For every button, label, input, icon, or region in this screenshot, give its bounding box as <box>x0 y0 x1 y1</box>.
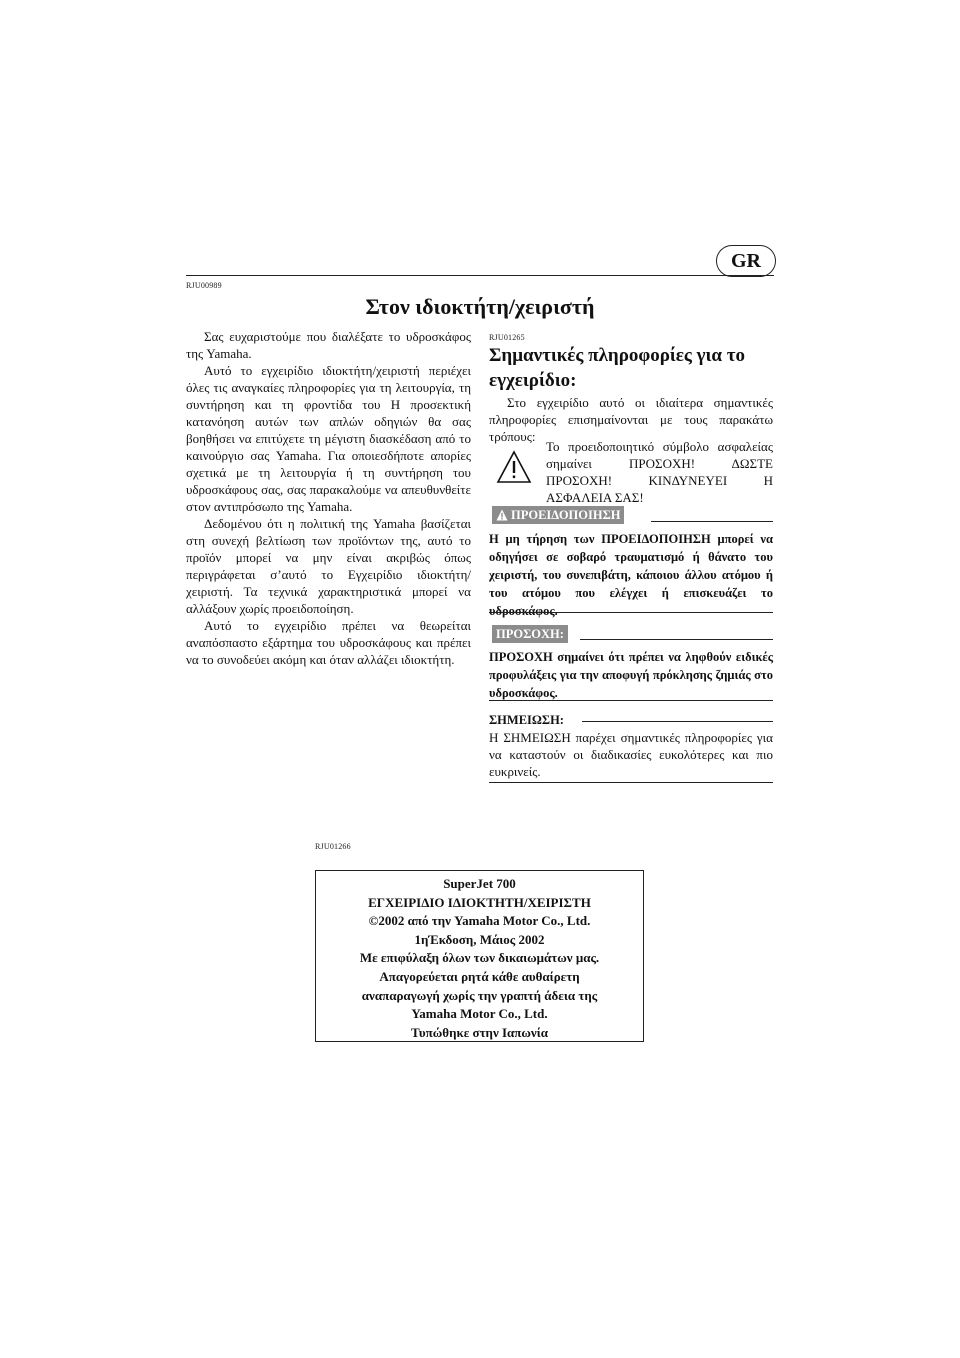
copyright-line-rights: Με επιφύλαξη όλων των δικαιωμάτων μας. <box>359 950 600 966</box>
copyright-line-edition: 1ηΈκδοση, Μάιος 2002 <box>414 931 545 947</box>
section-title-important: Σημαντικές πληροφορίες για το εγχειρίδιο: <box>489 345 746 391</box>
warning-label-rule <box>651 521 773 522</box>
warning-label-box <box>492 506 624 524</box>
safety-symbol-text: Το προειδοποιητικό σύμβολο ασφαλείας σημαίνει ΠΡΟΣΟΧΗ! ΔΩΣΤΕ ΠΡΟΣΟΧΗ! ΚΙΝΔΥΝΕΥΕΙ Η ΑΣΦΑΛΕΙΑ ΣΑΣ! <box>546 439 773 505</box>
left-column <box>186 328 471 668</box>
copyright-line-manual: ΕΓΧΕΙΡΙΔΙΟ ΙΔΙΟΚΤΗΤΗ/ΧΕΙΡΙΣΤΗ <box>368 894 591 910</box>
note-label: ΣΗΜΕΙΩΣΗ: <box>489 713 564 727</box>
warning-text: Η μη τήρηση των ΠΡΟΕΙΔΟΠΟΙΗΣΗ μπορεί να οδηγήσει σε σοβαρό τραυματισμό ή θάνατο του χειριστή, του συνεπιβάτη, κάποιου άλλου ατόμου ή του ατόμου που ελέγχει ή επισκευάζει το υδροσκάφος. <box>489 532 773 618</box>
left-paragraph-3: Δεδομένου ότι η πολιτική της Yamaha βασίζεται στη συνεχή βελτίωση των προϊόντων της, αυτό το προϊόν μπορεί να μην είναι ακριβώς όπως περιγράφεται σ’αυτό το Εγχειρίδιο ιδιοκτήτη/χειριστή. Τα τεχνικά χαρακτηριστικά μπορεί να αλλάξουν χωρίς προειδοποίηση. <box>186 516 471 616</box>
copyright-line-prohibit-1: Απαγορεύεται ρητά κάθε αυθαίρετη <box>379 968 580 984</box>
header-rule <box>186 275 774 276</box>
page-title: Στον ιδιοκτήτη/χειριστή <box>365 294 595 319</box>
warning-small-icon <box>496 509 508 521</box>
warning-triangle-icon <box>496 450 532 484</box>
note-end-rule <box>489 782 773 783</box>
section-code-main: RJU00989 <box>186 281 222 290</box>
section-code-important: RJU01265 <box>489 333 525 342</box>
copyright-line-model: SuperJet 700 <box>443 876 516 891</box>
left-paragraph-4: Αυτό το εγχειρίδιο πρέπει να θεωρείται αναπόσπαστο εξάρτημα του υδροσκάφους και πρέπει να το συνοδεύει ακόμη και όταν αλλάζει ιδιοκτήτη. <box>186 618 471 667</box>
note-text-wrap <box>489 729 773 780</box>
left-paragraph-2: Αυτό το εγχειρίδιο ιδιοκτήτη/χειριστή περιέχει όλες τις αναγκαίες πληροφορίες για τη λειτουργία, τη συντήρηση και τη φροντίδα του Η προσεκτική κατανόηση αυτών των απλών οδηγιών θα σας βοηθήσει να επιτύχετε τη μέγιστη διασκέδαση από το καινούργιο σας Yamaha. Για οποιεσδήποτε απορίες σχετικά με τη λειτουργία ή τη συντήρηση του υδροσκάφους σας, σας παρακαλούμε να απευθυνθείτε στον αντιπρόσωπο της Yamaha. <box>186 363 471 514</box>
caution-label: ΠΡΟΣΟΧΗ: <box>492 625 568 643</box>
copyright-line-holder: ©2002 από την Yamaha Motor Co., Ltd. <box>368 913 591 929</box>
warning-label <box>492 506 624 524</box>
left-paragraph-1: Σας ευχαριστούμε που διαλέξατε το υδροσκάφος της Yamaha. <box>186 329 471 361</box>
warning-label-text: ΠΡΟΕΙΔΟΠΟΙΗΣΗ <box>511 508 621 522</box>
caution-text: ΠΡΟΣΟΧΗ σημαίνει ότι πρέπει να ληφθούν ειδικές προφυλάξεις για την αποφυγή πρόκλησης ζημιάς στο υδροσκάφος. <box>489 650 773 700</box>
caution-label-rule <box>580 639 773 640</box>
important-intro-text: Στο εγχειρίδιο αυτό οι ιδιαίτερα σημαντικές πληροφορίες επισημαίνονται με τους παρακάτω τρόπους: <box>489 395 773 444</box>
copyright-box <box>315 870 644 1042</box>
copyright-line-prohibit-2: αναπαραγωγή χωρίς την γραπτή άδεια της <box>361 987 598 1003</box>
language-badge: GR <box>716 245 776 277</box>
note-text: Η ΣΗΜΕΙΩΣΗ παρέχει σημαντικές πληροφορίες για να καταστούν οι διαδικασίες ευκολότερες και πιο ευκρινείς. <box>489 730 773 779</box>
section-code-copyright: RJU01266 <box>315 842 351 851</box>
note-label-rule <box>582 721 773 722</box>
warning-end-rule <box>489 612 773 613</box>
copyright-line-company: Yamaha Motor Co., Ltd. <box>411 1006 548 1022</box>
caution-end-rule <box>489 700 773 701</box>
copyright-line-printed: Τυπώθηκε στην Ιαπωνία <box>410 1024 549 1040</box>
